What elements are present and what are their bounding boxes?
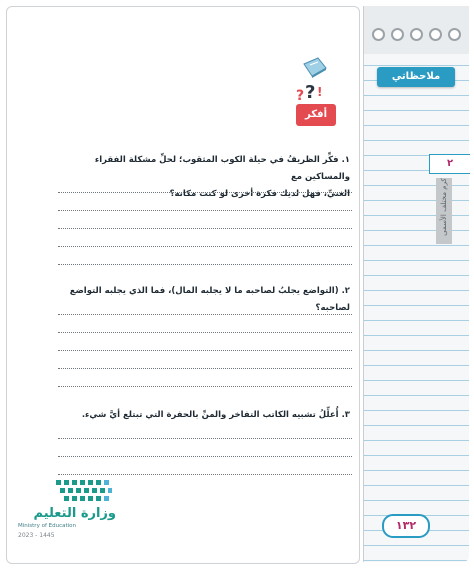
question-number: ٢. bbox=[341, 286, 350, 296]
question-number: ١. bbox=[341, 155, 350, 165]
answer-line[interactable] bbox=[58, 228, 352, 229]
svg-text:?: ? bbox=[305, 82, 316, 102]
question-number: ٣. bbox=[341, 410, 350, 420]
notes-panel bbox=[363, 6, 469, 562]
answer-line[interactable] bbox=[58, 314, 352, 315]
chapter-tab-text: كرم مختلف الأسمى bbox=[440, 178, 448, 236]
answer-line[interactable] bbox=[58, 368, 352, 369]
answer-line[interactable] bbox=[58, 246, 352, 247]
svg-text:?: ? bbox=[296, 88, 305, 102]
question-2 bbox=[50, 283, 350, 317]
answer-line[interactable] bbox=[58, 332, 352, 333]
notes-title: ملاحظاتي bbox=[377, 67, 455, 87]
question-text: الغنيِّ، فهل لديك فكرة أخرى لو كنت مكانه؟ bbox=[169, 189, 350, 199]
question-text: (التواضع يجلبُ لصاحبه ما لا يجلبه المال)، فما الذي يجلبه التواضع لصاحبه؟ bbox=[69, 286, 350, 313]
ministry-emblem-icon bbox=[54, 478, 114, 504]
binder-ring-icon bbox=[448, 28, 461, 41]
think-badge: أفكر bbox=[296, 104, 336, 126]
question-marks-icon bbox=[294, 78, 326, 102]
answer-line[interactable] bbox=[58, 456, 352, 457]
question-1 bbox=[50, 152, 350, 203]
binder-ring-icon bbox=[410, 28, 423, 41]
ministry-name-arabic: وزارة التعليم bbox=[33, 506, 116, 521]
ministry-name-english: Ministry of Education bbox=[18, 523, 77, 529]
binder-ring-icon bbox=[391, 28, 404, 41]
answer-line[interactable] bbox=[58, 192, 352, 193]
answer-line[interactable] bbox=[58, 350, 352, 351]
answer-line[interactable] bbox=[58, 438, 352, 439]
svg-text:!: ! bbox=[317, 85, 323, 99]
chapter-number: ٢ bbox=[429, 154, 470, 174]
book-icon bbox=[302, 56, 328, 78]
question-text: فكِّر الظريفُ في حيلة الكوب المثقوب؛ لحلِّ مشكلة الفقراء والمساكين مع bbox=[94, 155, 350, 182]
answer-line[interactable] bbox=[58, 264, 352, 265]
binder-ring-icon bbox=[372, 28, 385, 41]
notes-panel-header bbox=[364, 6, 469, 54]
answer-line[interactable] bbox=[58, 386, 352, 387]
edition-year: 2023 - 1445 bbox=[18, 532, 55, 539]
question-text: أُعلِّلُ تشبيه الكاتب التفاخر والمنِّ بالحفرة التي تبتلع أيَّ شيء. bbox=[81, 410, 339, 420]
answer-line[interactable] bbox=[58, 474, 352, 475]
question-3 bbox=[50, 407, 350, 424]
ministry-logo bbox=[18, 478, 128, 544]
think-icon-group bbox=[294, 56, 342, 128]
answer-line[interactable] bbox=[58, 210, 352, 211]
binder-ring-icon bbox=[429, 28, 442, 41]
page-number: ١٣٢ bbox=[382, 514, 430, 538]
chapter-tab bbox=[436, 178, 452, 244]
